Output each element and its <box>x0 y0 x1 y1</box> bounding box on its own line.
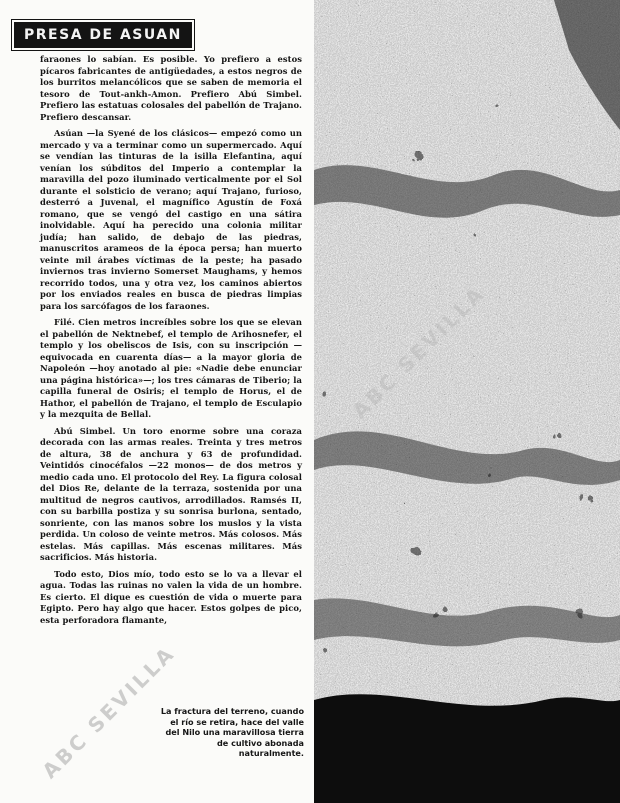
article-paragraph: faraones lo sabían. Es posible. Yo prefiero a estos pícaros fabricantes de antigüedades, a estos negros de los burritos melancólicos que se saben de memoria el tesoro de Tout-ankh-Amon. Prefiero Abú Simbel. Prefiero las estatuas colosales del pabellón de Trajano. Prefiero descansar. <box>40 54 302 122</box>
article-column <box>40 54 302 631</box>
section-header-tab <box>12 20 194 50</box>
watermark-text: ABC SEVILLA <box>347 280 490 424</box>
article-paragraph: Filé. Cien metros increíbles sobre los que se elevan el pabellón de Nektnebef, el templo de Arihosnefer, el templo y los obeliscos de Isis, con su inscripción —equivocada en cuarenta días— a la mayor gloria de Napoleón —hoy anotado al pie: «Nadie debe enunciar una página histórica»—; los tres cámaras de Tiberio; la capilla funeral de Osiris; el templo de Horus, el de Hathor, el pabellón de Trajano, el templo de Esculapio y la mezquita de Bellal. <box>40 317 302 419</box>
article-paragraph: Todo esto, Dios mío, todo esto se lo va a llevar el agua. Todas las ruinas no valen la vida de un hombre. Es cierto. El dique es cuestión de vida o muerte para Egipto. Pero hay algo que hacer. Estos golpes de pico, esta perforadora flamante, <box>40 568 302 625</box>
article-paragraph: Asúan —la Syené de los clásicos— empezó como un mercado y va a terminar como un supermercado. Aquí se vendían las tinturas de la isilla Elefantina, aquí venían los súbditos del Imperio a contemplar la maravilla del pozo iluminado verticalmente por el Sol durante el solsticio de verano; aquí Trajano, furioso, desterró a Juvenal, el magnífico Agustín de Foxá romano, que se vengó del castigo en una sátira inolvidable. Aquí ha perecido una colonia militar judía; han salido, de debajo de las piedras, manuscritos arameos de la época persa; han muerto veinte mil árabes víctimas de la peste; ha pasado inviernos tras invierno Somerset Maughams, y hemos recorrido todos, una y otra vez, los caminos abiertos por los enviados reales en busca de piedras limpias para los sarcófagos de los faraones. <box>40 128 302 311</box>
section-label: PRESA DE ASUAN <box>24 27 182 43</box>
photo-caption: La fractura del terreno, cuando el río se retira, hace del valle del Nilo una maravillosa tierra de cultivo abonada naturalmente. <box>160 706 304 758</box>
watermark-text: ABC SEVILLA <box>37 640 180 784</box>
article-paragraph: Abú Simbel. Un toro enorme sobre una coraza decorada con las armas reales. Treinta y tres metros de altura, 38 de anchura y 63 de profundidad. Veintidós cinocéfalos —22 monos— de dos metros y medio cada uno. El protocolo del Rey. La figura colosal del Dios Re, delante de la terraza, sostenida por una multitud de negros cautivos, arrodillados. Ramsés II, con su barbilla postiza y su sonrisa burlona, sentado, sonriente, con las manos sobre los muslos y la vista perdida. Un coloso de veinte metros. Más colosos. Más estelas. Más capillas. Más escenas militares. Más sacrificios. Más historia. <box>40 425 302 562</box>
